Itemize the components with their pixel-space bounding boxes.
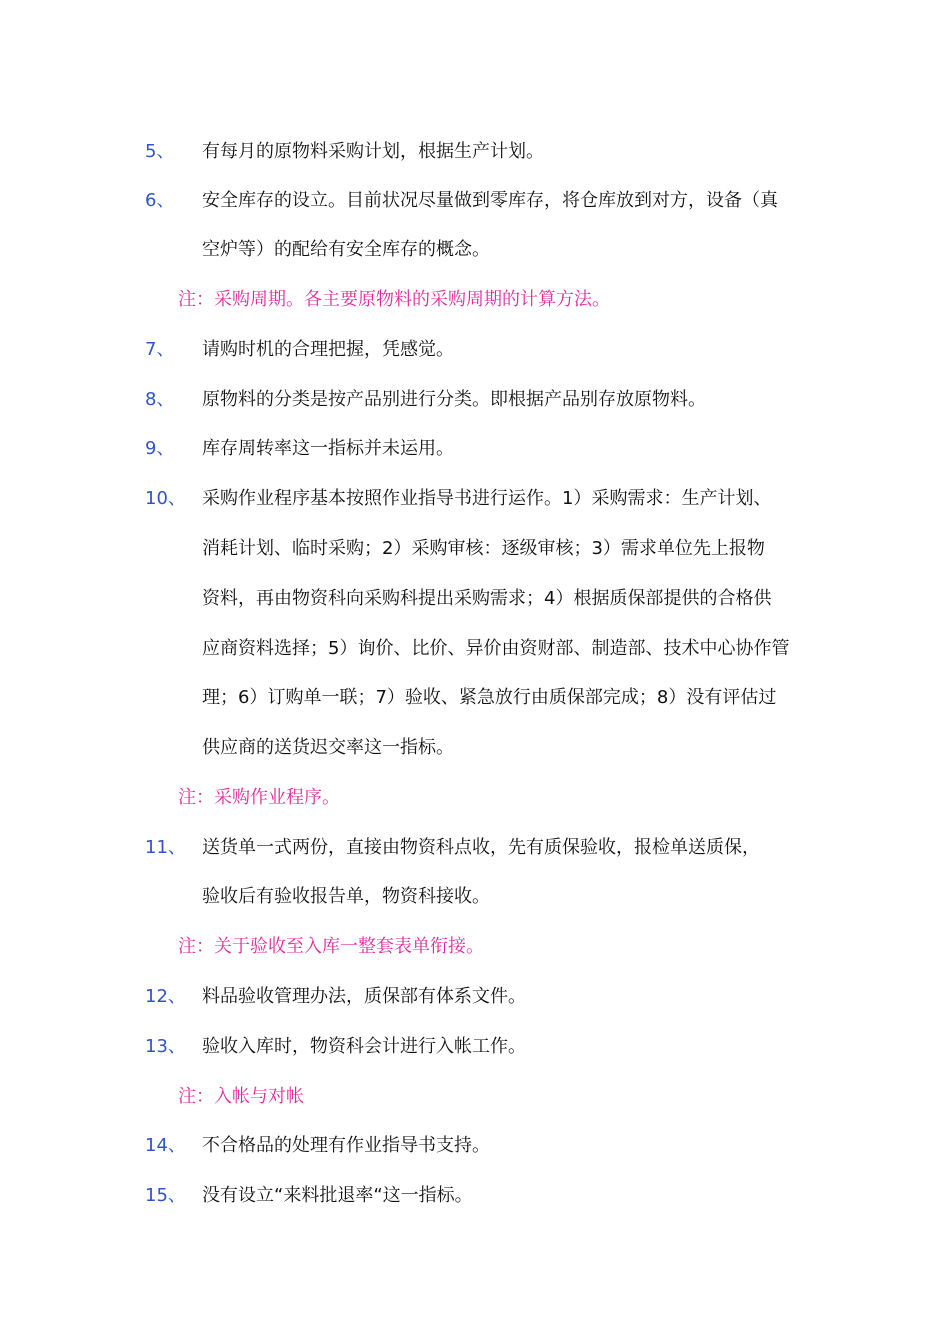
item-number: 13、 xyxy=(145,1036,186,1057)
item-text-line: 采购作业程序基本按照作业指导书进行运作。1）采购需求：生产计划、 xyxy=(202,488,772,509)
item-number: 10、 xyxy=(145,488,186,509)
item-text-line: 应商资料选择；5）询价、比价、异价由资财部、制造部、技术中心协作管 xyxy=(202,638,790,659)
note-text: 注：采购作业程序。 xyxy=(178,787,340,808)
item-text-line: 验收后有验收报告单，物资科接收。 xyxy=(202,886,490,907)
item-number: 8、 xyxy=(145,389,175,410)
item-text-line: 没有设立“来料批退率“这一指标。 xyxy=(202,1185,473,1206)
item-number: 6、 xyxy=(145,190,175,211)
item-number: 15、 xyxy=(145,1185,186,1206)
item-number: 5、 xyxy=(145,141,175,162)
item-text-line: 不合格品的处理有作业指导书支持。 xyxy=(202,1135,490,1156)
item-text-line: 空炉等）的配给有安全库存的概念。 xyxy=(202,239,490,260)
item-number: 12、 xyxy=(145,986,186,1007)
item-text-line: 有每月的原物料采购计划，根据生产计划。 xyxy=(202,141,544,162)
item-number: 14、 xyxy=(145,1135,186,1156)
item-text-line: 请购时机的合理把握，凭感觉。 xyxy=(202,339,454,360)
item-text-line: 资料，再由物资科向采购科提出采购需求；4）根据质保部提供的合格供 xyxy=(202,588,772,609)
item-text-line: 原物料的分类是按产品别进行分类。即根据产品别存放原物料。 xyxy=(202,389,706,410)
item-text-line: 送货单一式两份，直接由物资科点收，先有质保验收，报检单送质保， xyxy=(202,837,760,858)
note-text: 注：关于验收至入库一整套表单衔接。 xyxy=(178,936,484,957)
item-number: 11、 xyxy=(145,837,186,858)
item-text-line: 理；6）订购单一联；7）验收、紧急放行由质保部完成；8）没有评估过 xyxy=(202,687,777,708)
note-text: 注：入帐与对帐 xyxy=(178,1086,304,1107)
item-text-line: 安全库存的设立。目前状况尽量做到零库存，将仓库放到对方，设备（真 xyxy=(202,190,778,211)
item-text-line: 供应商的送货迟交率这一指标。 xyxy=(202,737,454,758)
item-text-line: 验收入库时，物资科会计进行入帐工作。 xyxy=(202,1036,526,1057)
item-text-line: 消耗计划、临时采购；2）采购审核：逐级审核；3）需求单位先上报物 xyxy=(202,538,765,559)
item-number: 7、 xyxy=(145,339,175,360)
item-text-line: 库存周转率这一指标并未运用。 xyxy=(202,438,454,459)
item-text-line: 料品验收管理办法，质保部有体系文件。 xyxy=(202,986,526,1007)
item-number: 9、 xyxy=(145,438,175,459)
note-text: 注：采购周期。各主要原物料的采购周期的计算方法。 xyxy=(178,289,610,310)
